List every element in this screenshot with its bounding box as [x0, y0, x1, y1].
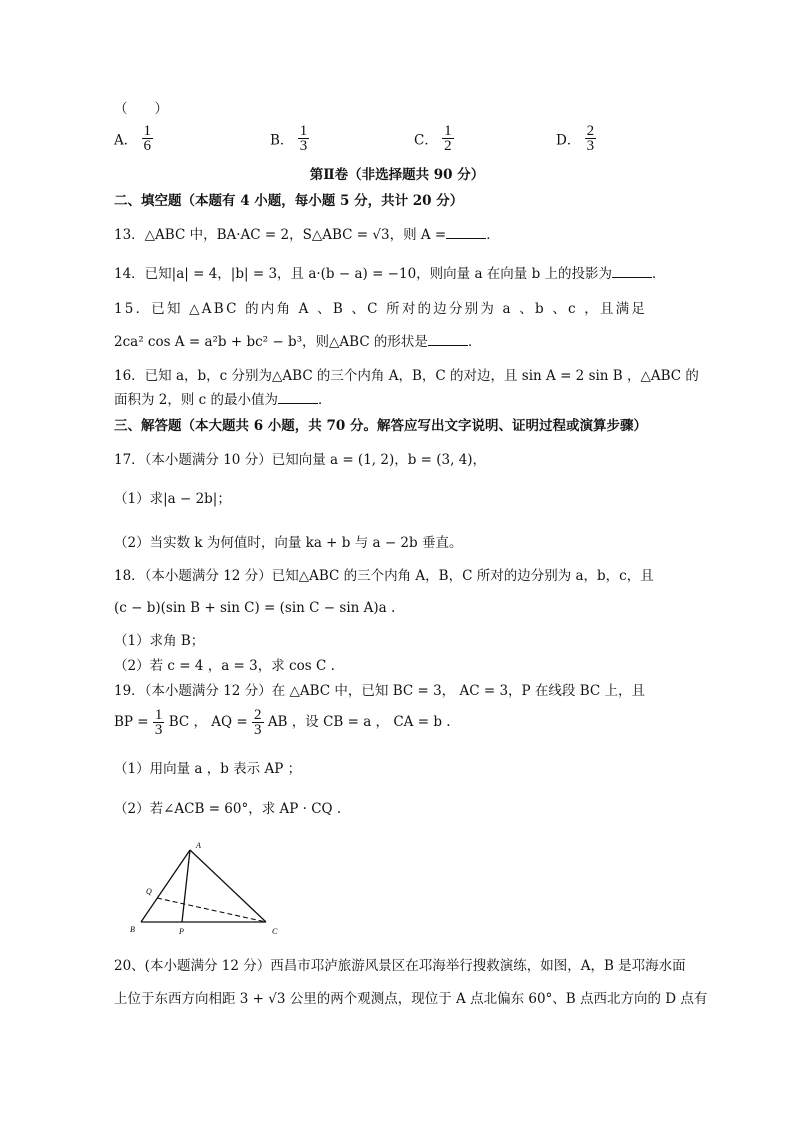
- fraction-denominator: 3: [586, 138, 595, 154]
- option-label: A．: [114, 132, 138, 149]
- fraction-denominator: 3: [254, 722, 262, 738]
- fraction-denominator: 6: [143, 138, 152, 154]
- question-18-part-1: （1）求角 B；: [114, 633, 205, 649]
- question-17: 17．（本小题满分 10 分）已知向量 a = (1, 2)，b = (3, 4)，: [114, 452, 487, 468]
- question-13: 13．△ABC 中，BA·AC = 2，S△ABC = √3，则 A = ．: [114, 227, 500, 243]
- question-15-line-1: 15．已知 △ABC 的内角 A 、B 、C 所对的边分别为 a 、b 、c ，且满足: [114, 301, 648, 317]
- option-fraction: [585, 124, 597, 153]
- question-20-line-1: 20、(本小题满分 12 分）西昌市邛泸旅游风景区在邛海举行搜救演练，如图，A，B 是邛海水面: [114, 958, 686, 974]
- fraction-numerator: 1: [143, 123, 152, 139]
- question-17-part-1: （1）求|a − 2b|；: [114, 491, 231, 507]
- fraction-one-third: [153, 708, 165, 737]
- question-15-text: 2ca² cos A = a²b + bc² − b³，则△ABC 的形状是: [114, 334, 428, 350]
- option-c: [414, 124, 454, 153]
- answer-blank: [446, 226, 486, 239]
- option-b: [270, 124, 309, 153]
- option-d: [556, 124, 596, 153]
- fraction-numerator: 1: [299, 123, 308, 139]
- question-16-line-1: 16．已知 a，b，c 分别为△ABC 的三个内角 A，B，C 的对边，且 sin A = 2 sin B ，△ABC 的: [114, 368, 699, 384]
- question-17-part-2: （2）当实数 k 为何值时，向量 ka + b 与 a − 2b 垂直。: [114, 535, 463, 551]
- vector-bp: BP =: [114, 714, 149, 730]
- question-18-line-2: (c − b)(sin B + sin C) = (sin C − sin A)a .: [114, 600, 396, 616]
- option-label: D．: [556, 132, 581, 149]
- fraction-denominator: 3: [299, 138, 308, 154]
- answer-blank: [428, 333, 468, 346]
- point-label-p: P: [179, 927, 184, 936]
- question-16-line-2: 面积为 2，则 c 的最小值为 ．: [114, 392, 332, 408]
- section-fill-blank-title: 二、填空题（本题有 4 小题，每小题 5 分，共计 20 分）: [114, 193, 464, 209]
- fraction-numerator: 1: [154, 707, 163, 723]
- question-18-line-1: 18．（本小题满分 12 分）已知△ABC 的三个内角 A，B，C 所对的边分别为 a，b，c，且: [114, 568, 654, 584]
- part-two-title: 第Ⅱ卷（非选择题共 90 分）: [309, 167, 485, 183]
- question-19-line-1: 19．（本小题满分 12 分）在 △ABC 中，已知 BC = 3， AC = 3，P 在线段 BC 上，且: [114, 683, 645, 699]
- question-19-line-2: [114, 707, 451, 737]
- question-20-line-2: 上位于东西方向相距 3 + √3 公里的两个观测点，现位于 A 点北偏东 60°、B 点西北方向的 D 点有: [114, 991, 708, 1007]
- vertex-label-b: B: [130, 925, 135, 934]
- vertex-label-a: A: [196, 841, 201, 850]
- option-a: [114, 124, 153, 153]
- question-14-text: 14．已知|a| = 4，|b| = 3，且 a·(b − a) = −10，则向量 a 在向量 b 上的投影为: [114, 266, 613, 282]
- vector-definition-text: AB ，设 CB = a ， CA = b .: [267, 714, 451, 730]
- answer-blank: [612, 265, 652, 278]
- fraction-numerator: 2: [254, 707, 262, 723]
- fraction-numerator: 1: [444, 123, 452, 139]
- triangle-figure: [126, 838, 296, 944]
- vector-relation-text: BC ， AQ =: [168, 714, 248, 730]
- option-fraction: [298, 124, 310, 153]
- option-label: B．: [270, 132, 294, 149]
- answer-blank: [278, 391, 318, 404]
- point-label-q: Q: [146, 887, 152, 896]
- option-fraction: [442, 124, 454, 153]
- question-tail-bracket: （ ）: [114, 101, 168, 117]
- question-19-part-1: （1）用向量 a ，b 表示 AP ；: [114, 761, 302, 777]
- fraction-two-thirds: [252, 708, 264, 737]
- vertex-label-c: C: [272, 927, 278, 936]
- question-18-part-2: （2）若 c = 4 ，a = 3，求 cos C .: [114, 658, 335, 674]
- side-ac: [190, 850, 266, 922]
- question-13-text: 13．△ABC 中，BA·AC = 2，S△ABC = √3，则 A =: [114, 227, 447, 243]
- option-label: C．: [414, 132, 438, 149]
- section-answer-title: 三、解答题（本大题共 6 小题，共 70 分。解答应写出文字说明、证明过程或演算步骤）: [114, 418, 647, 434]
- option-fraction: [142, 124, 154, 153]
- question-16-text: 面积为 2，则 c 的最小值为: [114, 392, 279, 408]
- fraction-denominator: 3: [154, 722, 163, 738]
- fraction-numerator: 2: [586, 123, 595, 139]
- question-19-part-2: （2）若∠ACB = 60°，求 AP · CQ .: [114, 801, 342, 817]
- question-14: 14．已知|a| = 4，|b| = 3，且 a·(b − a) = −10，则向量 a 在向量 b 上的投影为 ．: [114, 266, 666, 282]
- fraction-denominator: 2: [444, 138, 452, 154]
- question-15-line-2: 2ca² cos A = a²b + bc² − b³，则△ABC 的形状是 ．: [114, 334, 482, 350]
- segment-qc-dashed: [157, 898, 266, 922]
